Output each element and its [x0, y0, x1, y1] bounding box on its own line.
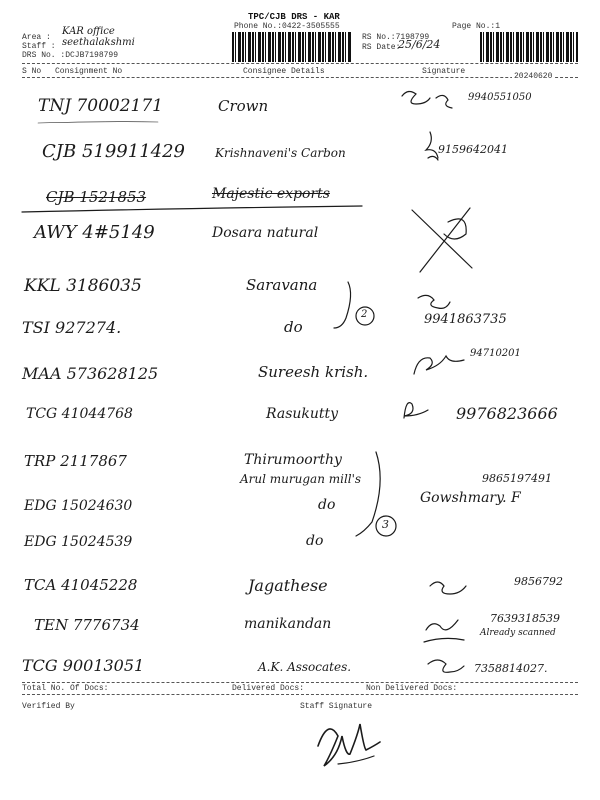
- consignment-number: TRP 2117867: [24, 452, 127, 470]
- consignee-name: do: [284, 318, 303, 336]
- rs-date-label: RS Date:: [362, 43, 401, 52]
- print-date: 20240620: [514, 72, 553, 81]
- signature-note: 9941863735: [424, 312, 507, 327]
- phone-number: Phone No.:0422-3505555: [234, 22, 340, 31]
- signature-note: 9940551050: [468, 92, 532, 103]
- consignment-number: KKL 3186035: [24, 276, 142, 296]
- non-delivered-docs-label: Non Delivered Docs:: [366, 684, 458, 693]
- document-title: TPC/CJB DRS - KAR: [248, 12, 340, 22]
- consignee-name: Saravana: [246, 276, 318, 294]
- consignment-number: TSI 927274.: [22, 318, 122, 337]
- consignee-name: do: [318, 497, 336, 513]
- consignee-name: Krishnaveni's Carbon: [215, 146, 346, 160]
- staff-value: seethalakshmi: [62, 37, 135, 48]
- consignment-number: TCG 41044768: [26, 406, 133, 422]
- consignee-name: Jagathese: [248, 576, 328, 595]
- signature-note: 9159642041: [438, 143, 508, 156]
- circle-three-label: 3: [382, 518, 389, 531]
- consignment-number: CJB 1521853: [46, 188, 147, 206]
- signature-note: 9976823666: [456, 404, 558, 423]
- rs-number: RS No.:7198799: [362, 33, 430, 42]
- staff-label: Staff :: [22, 42, 56, 51]
- consignee-name: A.K. Assocates.: [258, 660, 352, 674]
- consignee-name: Thirumoorthy: [244, 452, 342, 468]
- column-consignee: Consignee Details: [243, 67, 325, 76]
- signature-note: 9865197491: [482, 472, 552, 485]
- consignment-number: CJB 519911429: [42, 141, 186, 162]
- signature-note: 7639318539: [490, 612, 560, 625]
- consignee-name: do: [306, 533, 324, 549]
- verified-by-label: Verified By: [22, 702, 75, 711]
- staff-signature-label: Staff Signature: [300, 702, 373, 711]
- page-number: Page No.:1: [452, 22, 501, 31]
- consignment-number: TCG 90013051: [22, 656, 145, 675]
- arulmurugan-note: Arul murugan mill's: [240, 472, 362, 486]
- consignee-name: Rasukutty: [266, 406, 339, 422]
- consignee-name: manikandan: [244, 616, 332, 632]
- consignment-number: TEN 7776734: [34, 616, 140, 634]
- rs-date-value: 25/6/24: [398, 38, 441, 51]
- column-signature: Signature: [422, 67, 466, 76]
- signature-note: 94710201: [470, 348, 521, 359]
- consignee-name: Majestic exports: [212, 186, 330, 202]
- column-sno: S No: [22, 67, 42, 76]
- area-value: KAR office: [62, 26, 115, 37]
- consignment-number: TCA 41045228: [24, 576, 138, 594]
- signature-note: 9856792: [514, 575, 563, 588]
- consignee-name: Crown: [218, 97, 269, 115]
- signature-note: 7358814027.: [474, 662, 548, 675]
- total-docs-label: Total No. Of Docs:: [22, 684, 109, 693]
- delivered-docs-label: Delivered Docs:: [232, 684, 305, 693]
- footer-divider-bottom: [22, 694, 578, 695]
- circle-two-label: 2: [361, 309, 368, 320]
- consignee-name: Dosara natural: [212, 225, 319, 241]
- drs-number: DRS No. :DCJB7198799: [22, 51, 119, 60]
- consignment-number: TNJ 70002171: [38, 96, 163, 116]
- consignment-number: EDG 15024630: [24, 498, 133, 514]
- consignee-name: Sureesh krish.: [258, 363, 369, 381]
- consignment-number: EDG 15024539: [24, 534, 133, 550]
- already-scanned-note: Already scanned: [480, 628, 556, 638]
- consignment-number: MAA 573628125: [22, 364, 159, 383]
- signature-note: Gowshmary. F: [420, 490, 521, 506]
- footer-divider-top: [22, 682, 578, 683]
- consignment-number: AWY 4#5149: [34, 222, 155, 243]
- area-label: Area :: [22, 33, 51, 42]
- column-consignment: Consignment No: [55, 67, 123, 76]
